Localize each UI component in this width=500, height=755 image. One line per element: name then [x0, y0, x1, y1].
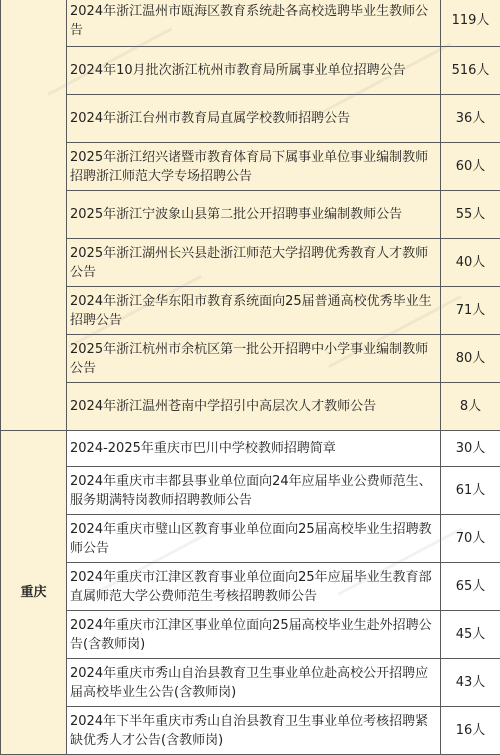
recruit-count: 30人 — [441, 431, 500, 467]
recruit-count: 516人 — [441, 47, 500, 95]
table-row — [1, 0, 500, 47]
recruit-count: 55人 — [441, 191, 500, 239]
announcement-title: 2024年浙江金华东阳市教育系统面向25届普通高校优秀毕业生招聘公告 — [67, 287, 441, 335]
table-row — [1, 707, 500, 755]
recruit-count: 16人 — [441, 707, 500, 755]
recruit-count: 119人 — [441, 0, 500, 47]
announcement-title: 2024年重庆市江津区事业单位面向25届高校毕业生赴外招聘公告(含教师岗) — [67, 611, 441, 659]
table-row — [1, 239, 500, 287]
recruit-count: 8人 — [441, 383, 500, 431]
recruit-count: 61人 — [441, 467, 500, 515]
table-row — [1, 611, 500, 659]
recruit-count: 40人 — [441, 239, 500, 287]
recruit-count: 71人 — [441, 287, 500, 335]
recruit-count: 60人 — [441, 143, 500, 191]
table-row — [1, 431, 500, 467]
recruit-count: 70人 — [441, 515, 500, 563]
announcement-title: 2024年重庆市江津区教育事业单位面向25年应届毕业生教育部直属师范大学公费师范生考核招聘教师公告 — [67, 563, 441, 611]
table-row — [1, 515, 500, 563]
announcement-title: 2024-2025年重庆市巴川中学校教师招聘简章 — [67, 431, 441, 467]
announcement-title: 2024年重庆市璧山区教育事业单位面向25届高校毕业生招聘教师公告 — [67, 515, 441, 563]
table-row — [1, 47, 500, 95]
announcement-title: 2024年浙江温州苍南中学招引中高层次人才教师公告 — [67, 383, 441, 431]
section-zhejiang — [1, 0, 500, 431]
recruit-count: 80人 — [441, 335, 500, 383]
recruit-count: 65人 — [441, 563, 500, 611]
table-row — [1, 191, 500, 239]
announcement-title: 2024年10月批次浙江杭州市教育局所属事业单位招聘公告 — [67, 47, 441, 95]
table-row — [1, 335, 500, 383]
recruit-count: 43人 — [441, 659, 500, 707]
announcement-title: 2024年重庆市秀山自治县教育卫生事业单位赴高校公开招聘应届高校毕业生公告(含教师岗) — [67, 659, 441, 707]
announcement-title: 2025年浙江宁波象山县第二批公开招聘事业编制教师公告 — [67, 191, 441, 239]
announcement-title: 2025年浙江绍兴诸暨市教育体育局下属事业单位事业编制教师招聘浙江师范大学专场招聘公告 — [67, 143, 441, 191]
announcement-title: 2025年浙江湖州长兴县赴浙江师范大学招聘优秀教育人才教师公告 — [67, 239, 441, 287]
announcement-title: 2024年下半年重庆市秀山自治县教育卫生事业单位考核招聘紧缺优秀人才公告(含教师岗) — [67, 707, 441, 755]
recruit-count: 36人 — [441, 95, 500, 143]
table-row — [1, 143, 500, 191]
section-chongqing — [1, 431, 500, 755]
table-row — [1, 383, 500, 431]
province-cell: 重庆 — [1, 431, 67, 755]
table-row — [1, 659, 500, 707]
table-row — [1, 563, 500, 611]
announcement-title: 2025年浙江杭州市余杭区第一批公开招聘中小学事业编制教师公告 — [67, 335, 441, 383]
province-cell — [1, 0, 67, 431]
announcement-title: 2024年浙江温州市瓯海区教育系统赴各高校选聘毕业生教师公告 — [67, 0, 441, 47]
table-row — [1, 287, 500, 335]
recruit-count: 45人 — [441, 611, 500, 659]
announcement-title: 2024年重庆市丰都县事业单位面向24年应届毕业公费师范生、服务期满特岗教师招聘教师公告 — [67, 467, 441, 515]
table-row — [1, 95, 500, 143]
table-row — [1, 467, 500, 515]
announcement-title: 2024年浙江台州市教育局直属学校教师招聘公告 — [67, 95, 441, 143]
